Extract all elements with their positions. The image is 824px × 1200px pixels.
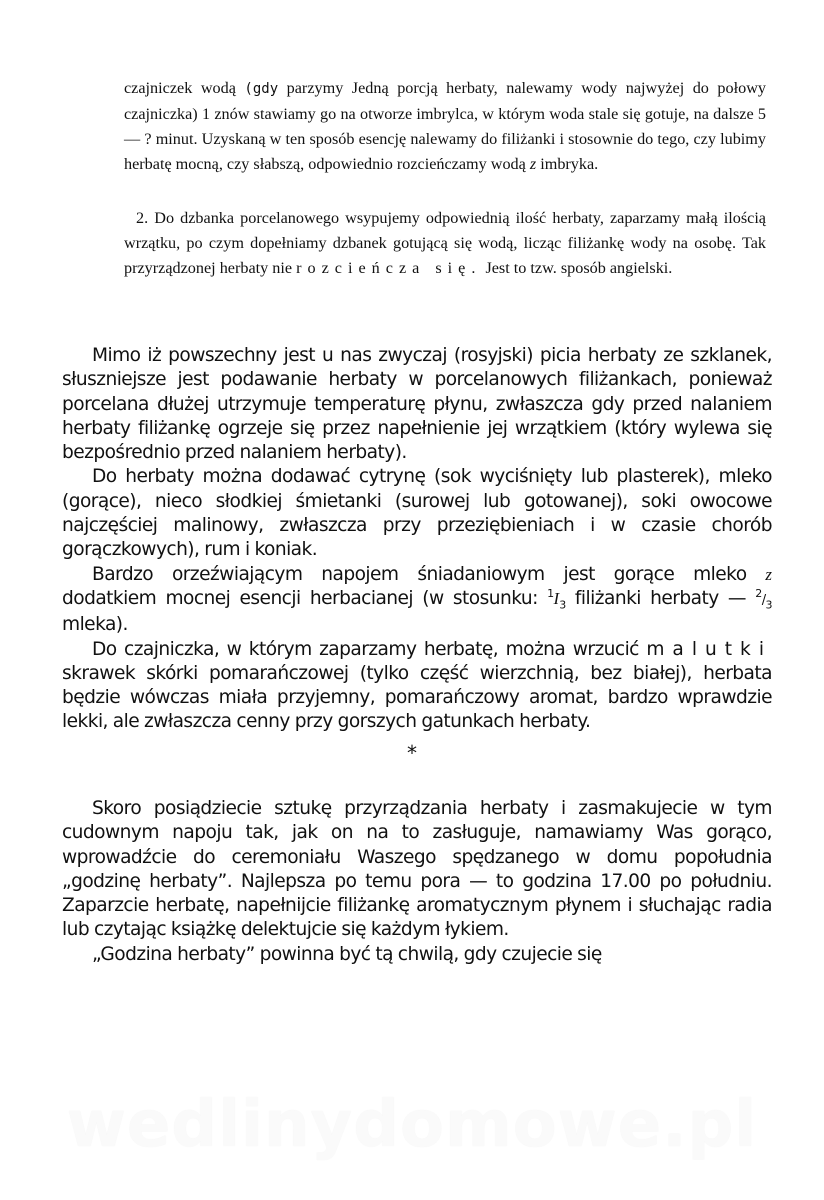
small-paragraph-2: 2. Do dzbanka porcelanowego wsypujemy odpowiednią ilość herbaty, zaparzamy małą ilością wrzątku, po czym dopełniamy dzbanek gotującą się wodą, licząc filiżankę wody na osobę. Tak przyrządzonej herbaty nie rozcieńcza się. Jest to tzw. sposób angielski.	[124, 209, 766, 277]
watermark-logo: wedlinydomowe.pl	[66, 1088, 758, 1162]
main-paragraph-3: Bardzo orzeźwiającym napojem śniadaniowym jest gorące mleko z dodatkiem mocnej esencji herbacianej (w stosunku: $^1I_3$ filiżanki herbaty — $^2/_3$ mleka).	[62, 563, 772, 636]
small-paragraph-1: czajniczek wodą (gdy parzymy Jedną porcją herbaty, nalewamy wody najwyżej do połowy czajniczka) 1 znów stawiamy go na otworze imbrylca, w którym woda stale się gotuje, na dalsze 5— ? minut. Uzyskaną w ten sposób esencję nalewamy do filiżanki i stosownie do tego, czy lubimy herbatę mocną, czy słabszą, odpowiednio rozcieńczamy wodą z imbryka.	[124, 79, 766, 173]
spaced-emphasis: rozcieńcza się.	[296, 259, 482, 277]
spaced-emphasis-malutki: malutki	[646, 638, 772, 660]
main-text-section	[62, 344, 772, 735]
main-paragraph-4: Do czajniczka, w którym zaparzamy herbatę, można wrzucić malutki skrawek skórki pomarańczowej (tylko część wierzchnią, bez białej), herbata będzie wówczas miała przyjemny, pomarańczowy aromat, bardzo wprawdzie lekki, ale zwłaszcza cenny przy gorszych gatunkach herbaty.	[62, 638, 772, 733]
main-paragraph-2: Do herbaty można dodawać cytrynę (sok wyciśnięty lub plasterek), mleko (gorące), nieco słodkiej śmietanki (surowej lub gotowanej), soki owocowe najczęściej malinowy, zwłaszcza przy przeziębieniach i w czasie chorób gorączkowych), rum i koniak.	[62, 466, 772, 561]
section-separator-asterisk: *	[407, 741, 417, 765]
gdy-fragment: (gdy	[244, 81, 279, 97]
small-print-section-2	[124, 206, 766, 281]
small-print-section	[124, 76, 766, 177]
main-text-section-2	[62, 797, 772, 967]
main-paragraph-1: Mimo iż powszechny jest u nas zwyczaj (rosyjski) picia herbaty ze szklanek, słuszniejsze jest podawanie herbaty w porcelanowych filiżankach, ponieważ porcelana dłużej utrzymuje temperaturę płynu, zwłaszcza gdy przed nalaniem herbaty filiżankę ogrzeje się przez napełnienie jej wrzątkiem (który wylewa się bezpośrednio przed nalaniem herbaty).	[62, 345, 772, 464]
main-paragraph-6: „Godzina herbaty” powinna być tą chwilą, gdy czujecie się	[92, 943, 602, 965]
main-paragraph-5: Skoro posiądziecie sztukę przyrządzania herbaty i zasmakujecie w tym cudownym napoju tak, jak on na to zasługuje, namawiamy Was gorąco, wprowadźcie do ceremoniału Waszego spędzanego w domu popołudnia „godzinę herbaty”. Najlepsza po temu pora — to godzina 17.00 po południu. Zaparzcie herbatę, napełnijcie filiżankę aromatycznym płynem i słuchając radia lub czytając książkę delektujcie się każdym łykiem.	[62, 798, 772, 941]
